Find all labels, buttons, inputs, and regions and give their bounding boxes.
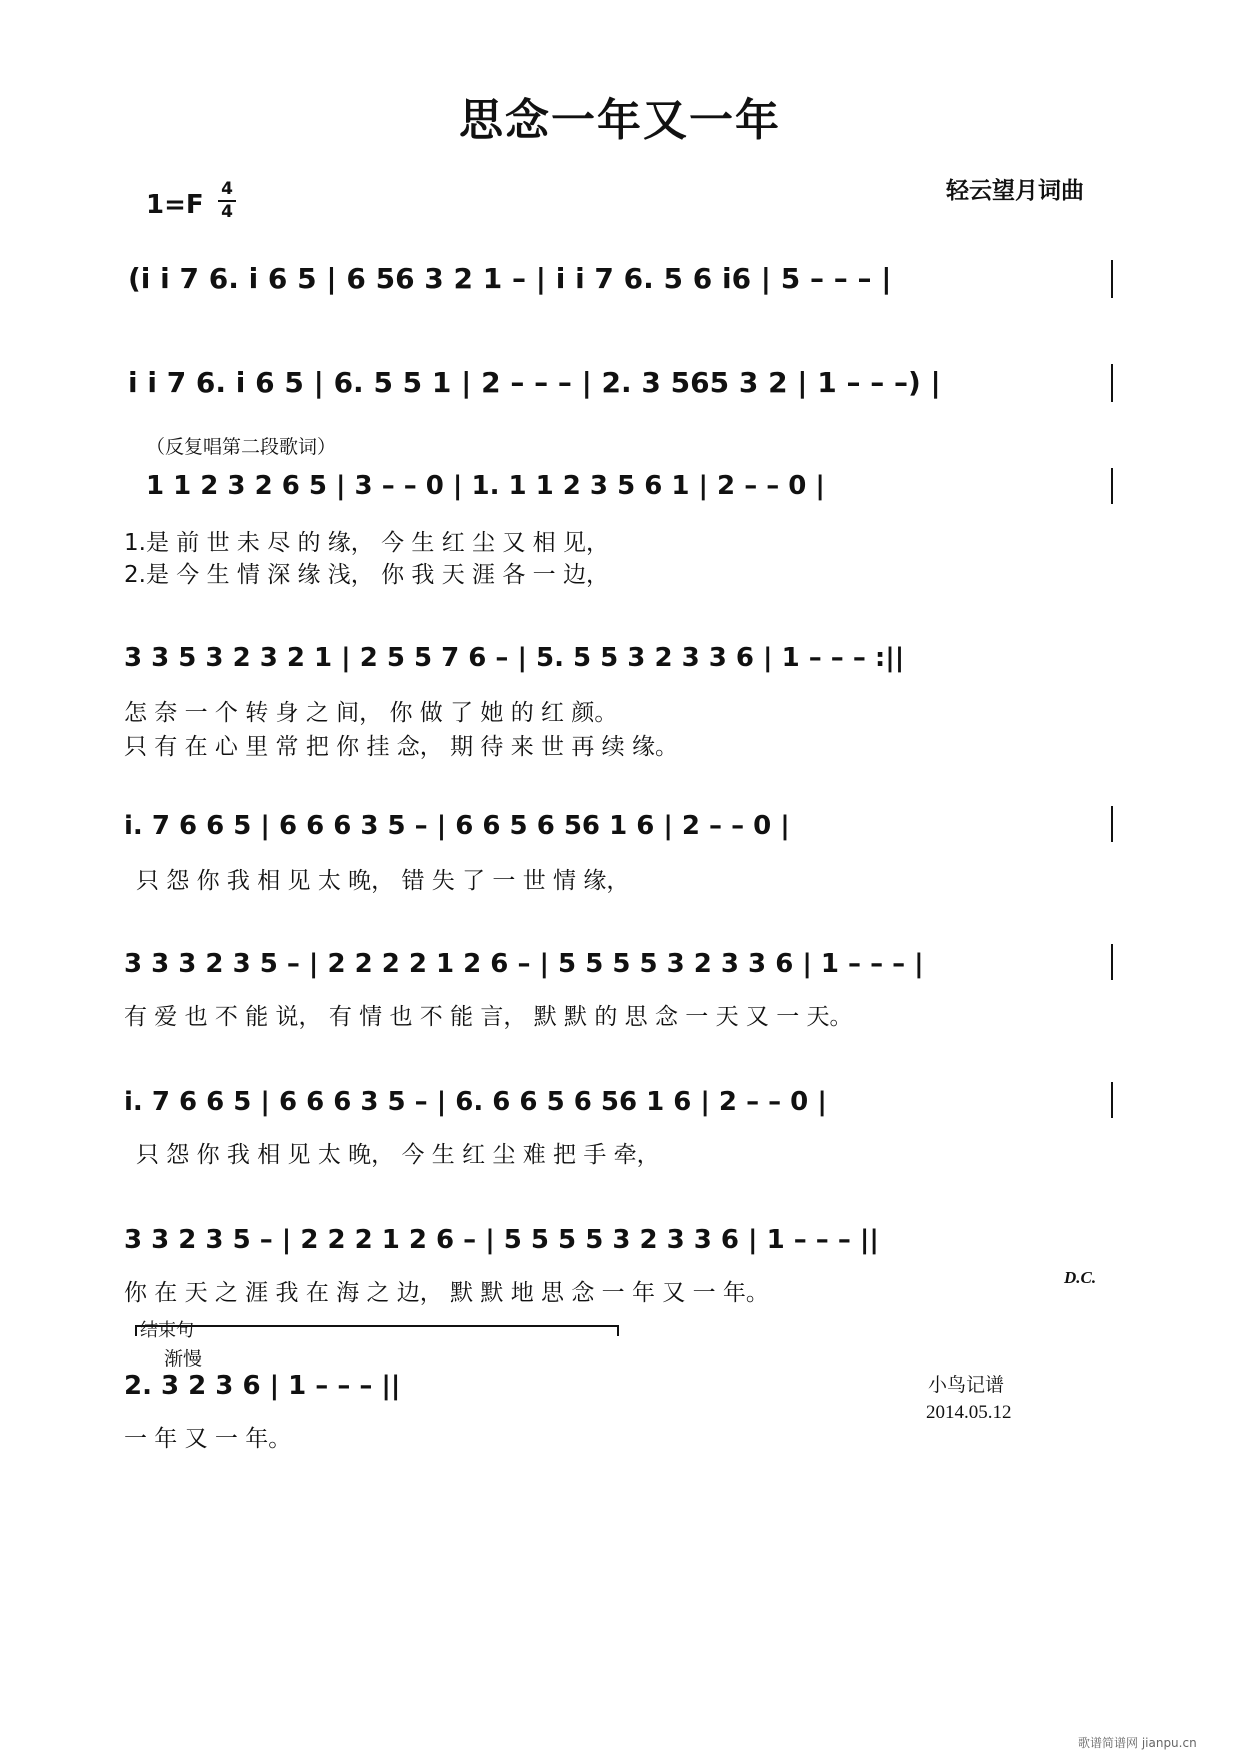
line-5-lyrics: 只 怨 你 我 相 见 太 晚， 错 失 了 一 世 情 缘， <box>136 868 630 894</box>
score-line-8 <box>124 1225 879 1255</box>
repeat-note: （反复唱第二段歌词） <box>146 436 337 458</box>
line-1-notes: (i i 7 6. i 6 5 | 6 56 3 2 1 – | i i 7 6. 5 6 i6 | 5 – – – | <box>128 262 892 295</box>
line-3-lyrics-verse-2: 2.是 今 生 情 深 缘 浅， 你 我 天 涯 各 一 边， <box>124 562 609 588</box>
line-7-lyrics: 只 怨 你 我 相 见 太 晚， 今 生 红 尘 难 把 手 牵， <box>136 1142 660 1168</box>
line-3-lyrics-verse-1: 1.是 前 世 未 尽 的 缘， 今 生 红 尘 又 相 见， <box>124 530 609 556</box>
transcription-date: 2014.05.12 <box>926 1402 1012 1423</box>
line-4-lyrics-verse-1: 怎 奈 一 个 转 身 之 间， 你 做 了 她 的 红 颜。 <box>124 700 618 726</box>
coda-bracket <box>136 1326 618 1336</box>
line-7-notes: i. 7 6 6 5 | 6 6 6 3 5 – | 6. 6 6 5 6 56 1 6 | 2 – – 0 | <box>124 1087 827 1117</box>
tempo-mark: 渐慢 <box>164 1348 203 1370</box>
score-line-6 <box>124 944 1112 980</box>
line-9-notes: 2. 3 2 3 6 | 1 – – – || <box>124 1371 401 1401</box>
line-8-notes: 3 3 2 3 5 – | 2 2 2 1 2 6 – | 5 5 5 5 3 2 3 3 6 | 1 – – – || <box>124 1225 879 1255</box>
score-line-2 <box>128 364 1112 402</box>
line-3-notes: 1 1 2 3 2 6 5 | 3 – – 0 | 1. 1 1 2 3 5 6 1 | 2 – – 0 | <box>146 471 825 501</box>
score-line-9 <box>124 1371 400 1401</box>
key-signature: 1=F <box>146 190 204 220</box>
page-title: 思念一年又一年 <box>459 95 781 146</box>
score-line-3 <box>146 468 1112 504</box>
score-line-5 <box>124 806 1112 842</box>
line-5-notes: i. 7 6 6 5 | 6 6 6 3 5 – | 6 6 5 6 56 1 6 | 2 – – 0 | <box>124 811 790 841</box>
score-line-7 <box>124 1082 1112 1118</box>
score-line-1 <box>128 260 1112 298</box>
line-9-lyrics: 一 年 又 一 年。 <box>124 1426 292 1452</box>
line-4-notes: 3 3 5 3 2 3 2 1 | 2 5 5 7 6 – | 5. 5 5 3 2 3 3 6 | 1 – – – :|| <box>124 643 905 673</box>
line-4-lyrics-verse-2: 只 有 在 心 里 常 把 你 挂 念， 期 待 来 世 再 续 缘。 <box>124 734 678 760</box>
line-2-notes: i i 7 6. i 6 5 | 6. 5 5 1 | 2 – – – | 2. 3 565 3 2 | 1 – – –) | <box>128 366 941 399</box>
line-6-notes: 3 3 3 2 3 5 – | 2 2 2 2 1 2 6 – | 5 5 5 5 3 2 3 3 6 | 1 – – – | <box>124 949 924 979</box>
line-8-lyrics: 你 在 天 之 涯 我 在 海 之 边， 默 默 地 思 念 一 年 又 一 年。 <box>124 1280 769 1306</box>
score-line-4 <box>124 643 904 673</box>
composer-credit: 轻云望月词曲 <box>946 178 1084 204</box>
time-signature-bottom: 4 <box>221 202 233 222</box>
coda-label: 结束句 <box>140 1320 194 1341</box>
line-6-lyrics: 有 爱 也 不 能 说， 有 情 也 不 能 言， 默 默 的 思 念 一 天 又 一 天。 <box>124 1004 853 1030</box>
site-watermark: 歌谱简谱网 jianpu.cn <box>1078 1736 1197 1750</box>
transcriber-credit: 小鸟记谱 <box>928 1374 1005 1396</box>
time-signature-top: 4 <box>221 179 233 199</box>
dc-mark: D.C. <box>1064 1268 1097 1287</box>
